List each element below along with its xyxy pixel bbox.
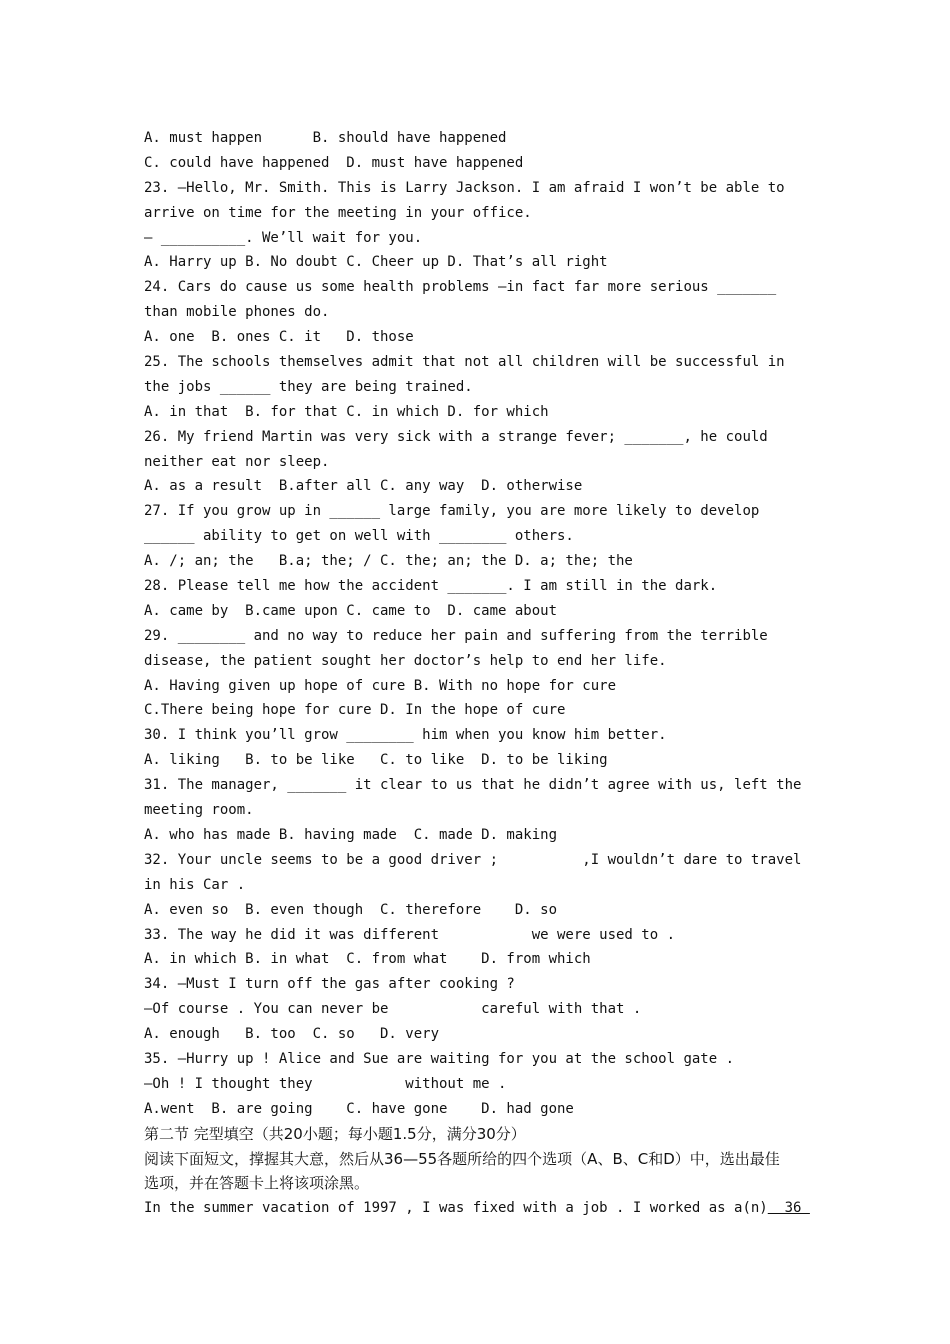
question-line: A. even so B. even though C. therefore D. so: [144, 901, 558, 918]
question-line: arrive on time for the meeting in your office.: [144, 204, 532, 221]
question-line: 32. Your uncle seems to be a good driver ; ,I wouldn’t dare to travel: [144, 851, 802, 868]
question-line: 35. —Hurry up ! Alice and Sue are waiting for you at the school gate .: [144, 1050, 735, 1067]
question-line: disease, the patient sought her doctor’s help to end her life.: [144, 652, 667, 669]
question-line: A. /; an; the B.a; the; / C. the; an; the D. a; the; the: [144, 553, 633, 570]
question-line: 30. I think you’ll grow ________ him when you know him better.: [144, 727, 667, 744]
section-instructions: 阅读下面短文，撑握其大意，然后从36—55各题所给的四个选项（A、B、C和D）中，选出最佳: [144, 1149, 780, 1168]
question-line: A. Harry up B. No doubt C. Cheer up D. That’s all right: [144, 254, 608, 271]
question-line: A. Having given up hope of cure B. With no hope for cure: [144, 677, 617, 694]
question-line: — __________. We’ll wait for you.: [144, 229, 423, 246]
question-line: A. who has made B. having made C. made D. making: [144, 826, 558, 843]
exam-content: [144, 126, 824, 1221]
question-line: A. in that B. for that C. in which D. for which: [144, 403, 549, 420]
question-line: 27. If you grow up in ______ large family, you are more likely to develop: [144, 503, 760, 520]
question-line: C. could have happened D. must have happened: [144, 154, 524, 171]
question-line: 29. ________ and no way to reduce her pain and suffering from the terrible: [144, 627, 768, 644]
question-line: A. one B. ones C. it D. those: [144, 329, 414, 346]
question-line: A. enough B. too C. so D. very: [144, 1026, 440, 1043]
passage-text: In the summer vacation of 1997 , I was fixed with a job . I worked as a(n): [144, 1200, 768, 1217]
question-line: A. came by B.came upon C. came to D. came about: [144, 602, 558, 619]
question-line: 28. Please tell me how the accident _______. I am still in the dark.: [144, 578, 718, 595]
question-line: in his Car .: [144, 876, 246, 893]
question-line: 31. The manager, _______ it clear to us that he didn’t agree with us, left the: [144, 777, 802, 794]
question-line: neither eat nor sleep.: [144, 453, 330, 470]
blank-36: 36: [767, 1200, 810, 1217]
question-line: A. must happen B. should have happened: [144, 130, 507, 146]
question-line: A. as a result B.after all C. any way D. otherwise: [144, 478, 583, 495]
question-line: —Oh ! I thought they without me .: [144, 1075, 507, 1092]
section-heading: 第二节 完型填空（共20小题；每小题1.5分，满分30分）: [144, 1124, 526, 1143]
question-line: A.went B. are going C. have gone D. had gone: [144, 1100, 574, 1117]
question-line: ______ ability to get on well with ________ others.: [144, 528, 574, 545]
question-line: A. liking B. to be like C. to like D. to be liking: [144, 752, 608, 769]
question-line: 24. Cars do cause us some health problems —in fact far more serious _______: [144, 279, 777, 296]
question-line: 23. —Hello, Mr. Smith. This is Larry Jackson. I am afraid I won’t be able to: [144, 179, 785, 196]
passage-line: [144, 1196, 824, 1221]
question-line: A. in which B. in what C. from what D. from which: [144, 951, 591, 968]
question-line: 33. The way he did it was different we were used to .: [144, 926, 676, 943]
question-line: than mobile phones do.: [144, 304, 330, 321]
question-line: the jobs ______ they are being trained.: [144, 378, 473, 395]
question-line: meeting room.: [144, 802, 254, 819]
question-line: —Of course . You can never be careful with that .: [144, 1001, 642, 1018]
section-instructions: 选项，并在答题卡上将该项涂黑。: [144, 1174, 370, 1193]
question-line: 25. The schools themselves admit that not all children will be successful in: [144, 354, 785, 371]
question-line: 34. —Must I turn off the gas after cooking ?: [144, 976, 515, 993]
question-line: 26. My friend Martin was very sick with a strange fever; _______, he could: [144, 428, 768, 445]
question-line: C.There being hope for cure D. In the hope of cure: [144, 702, 566, 719]
